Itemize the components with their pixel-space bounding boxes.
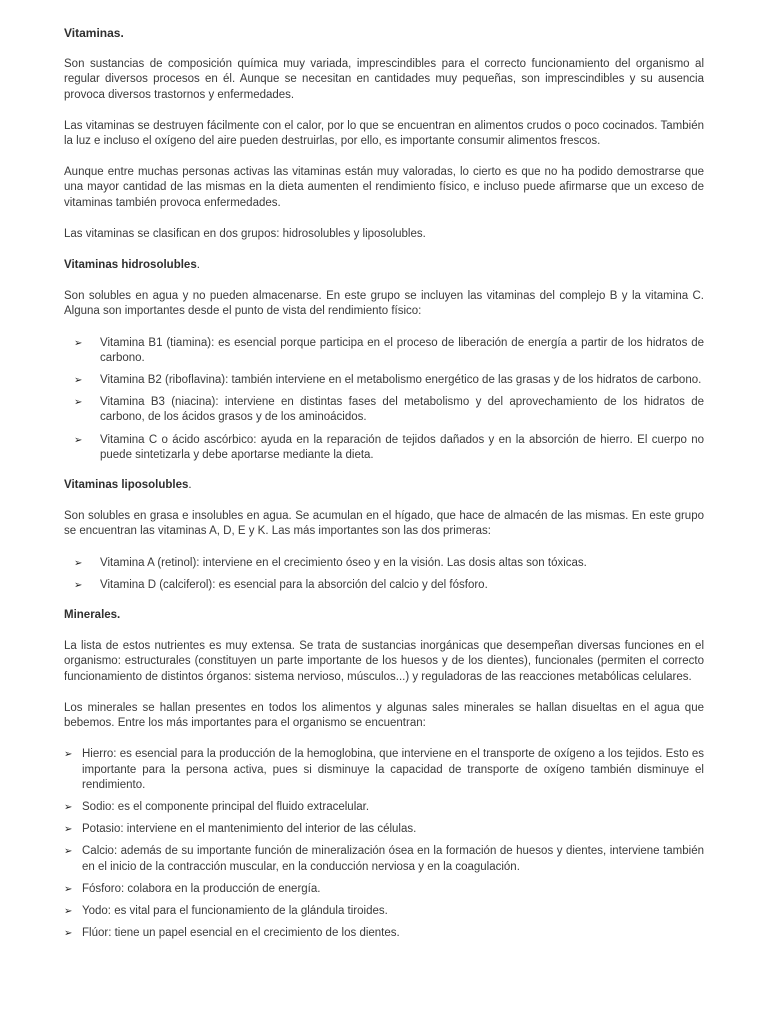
list-item — [64, 800, 704, 815]
arrow-bullet-icon: ➢ — [64, 928, 73, 940]
document-title: Vitaminas. — [64, 26, 124, 40]
section-paragraph: La lista de estos nutrientes es muy extensa. Se trata de sustancias inorgánicas que desempeñan diversas funciones en el organismo: estructurales (constituyen un parte importante de los huesos y de los dientes), funcionales (permiten el correcto funcionamiento de distintos órganos: sistema nervioso, músculos...) y reguladoras de las reacciones metabólicas celulares. — [64, 640, 704, 683]
list-item-text: Vitamina B1 (tiamina): es esencial porque participa en el proceso de liberación de energía a partir de los hidratos de carbono. — [100, 336, 704, 364]
section-paragraph: Los minerales se hallan presentes en todos los alimentos y algunas sales minerales se hallan disueltas en el agua que bebemos. Entre los más importantes para el organismo se encuentran: — [64, 701, 704, 730]
list-item-text: Potasio: interviene en el mantenimiento del interior de las células. — [82, 823, 417, 836]
hidrosolubles-list — [64, 336, 704, 463]
arrow-bullet-icon: ➢ — [64, 824, 73, 836]
list-item-text: Flúor: tiene un papel esencial en el crecimiento de los dientes. — [82, 927, 400, 940]
intro-paragraph: Las vitaminas se destruyen fácilmente con el calor, por lo que se encuentran en alimentos crudos o poco cocinados. También la luz e incluso el oxígeno del aire pueden destruirlas, por ello, es importante consumir alimentos frescos. — [64, 119, 704, 148]
liposolubles-list — [64, 556, 704, 593]
intro-paragraph: Son sustancias de composición química muy variada, imprescindibles para el correcto funcionamiento del organismo al regular diversos procesos en él. Aunque se necesitan en cantidades muy pequeñas, son imprescindibles y su ausencia provoca diversos trastornos y enfermedades. — [64, 58, 704, 101]
arrow-bullet-icon: ➢ — [74, 434, 83, 446]
list-item-text: Vitamina D (calciferol): es esencial para la absorción del calcio y del fósforo. — [100, 578, 488, 591]
list-item — [64, 844, 704, 874]
intro-paragraph: Aunque entre muchas personas activas las vitaminas están muy valoradas, lo cierto es que no ha podido demostrarse que una mayor cantidad de las mismas en la dieta aumenten el rendimiento físico, e incluso puede afirmarse que un exceso de vitaminas también provoca enfermedades. — [64, 166, 704, 209]
list-item-text: Vitamina B3 (niacina): interviene en distintas fases del metabolismo y del aprovechamiento de los hidratos de carbono, de los ácidos grasos y de los aminoácidos. — [100, 396, 704, 424]
list-item — [64, 556, 704, 571]
list-item-text: Calcio: además de su importante función de mineralización ósea en la formación de huesos y dientes, interviene también en el inicio de la contracción muscular, en la conducción nerviosa y en la coagulación. — [82, 845, 704, 873]
heading-period: . — [188, 479, 192, 492]
list-item-text: Hierro: es esencial para la producción de la hemoglobina, que interviene en el transporte de oxígeno a los tejidos. Esto es importante para la persona activa, pues si disminuye la capacidad de transporte de oxígeno también disminuye el rendimiento. — [82, 748, 704, 791]
arrow-bullet-icon: ➢ — [64, 801, 73, 813]
list-item — [64, 395, 704, 425]
arrow-bullet-icon: ➢ — [64, 846, 73, 858]
list-item — [64, 747, 704, 793]
arrow-bullet-icon: ➢ — [74, 579, 83, 591]
list-item — [64, 882, 704, 897]
section-heading-liposolubles — [64, 478, 704, 493]
arrow-bullet-icon: ➢ — [64, 905, 73, 917]
list-item — [64, 336, 704, 366]
arrow-bullet-icon: ➢ — [64, 883, 73, 895]
arrow-bullet-icon: ➢ — [74, 397, 83, 409]
section-paragraph: Son solubles en agua y no pueden almacenarse. En este grupo se incluyen las vitaminas del complejo B y la vitamina C. Alguna son importantes desde el punto de vista del rendimiento físico: — [64, 290, 704, 318]
section-heading-minerales: Minerales. — [64, 609, 121, 622]
list-item — [64, 822, 704, 837]
section-heading-hidrosolubles — [64, 258, 704, 273]
list-item — [64, 373, 704, 388]
list-item-text: Vitamina C o ácido ascórbico: ayuda en la reparación de tejidos dañados y en la absorción de hierro. El cuerpo no puede sintetizarla y debe aportarse mediante la dieta. — [100, 433, 704, 461]
list-item — [64, 433, 704, 463]
list-item-text: Yodo: es vital para el funcionamiento de la glándula tiroides. — [82, 904, 388, 917]
list-item-text: Sodio: es el componente principal del fluido extracelular. — [82, 800, 370, 813]
heading-text: Vitaminas liposolubles — [64, 479, 189, 492]
heading-period: . — [196, 259, 200, 272]
intro-paragraph: Las vitaminas se clasifican en dos grupos: hidrosolubles y liposolubles. — [64, 227, 426, 240]
list-item-text: Fósforo: colabora en la producción de energía. — [82, 882, 321, 895]
list-item — [64, 926, 704, 941]
list-item — [64, 578, 704, 593]
arrow-bullet-icon: ➢ — [74, 375, 83, 387]
list-item-text: Vitamina B2 (riboflavina): también interviene en el metabolismo energético de las grasas y de los hidratos de carbono. — [100, 374, 702, 387]
list-item — [64, 904, 704, 919]
arrow-bullet-icon: ➢ — [74, 557, 83, 569]
arrow-bullet-icon: ➢ — [74, 337, 83, 349]
minerales-list — [64, 747, 704, 941]
list-item-text: Vitamina A (retinol): interviene en el crecimiento óseo y en la visión. Las dosis altas son tóxicas. — [100, 556, 587, 569]
section-paragraph: Son solubles en grasa e insolubles en agua. Se acumulan en el hígado, que hace de almacén de las mismas. En este grupo se encuentran las vitaminas A, D, E y K. Las más importantes son las dos primeras: — [64, 510, 704, 538]
heading-text: Vitaminas hidrosolubles — [64, 259, 197, 272]
arrow-bullet-icon: ➢ — [64, 749, 73, 761]
